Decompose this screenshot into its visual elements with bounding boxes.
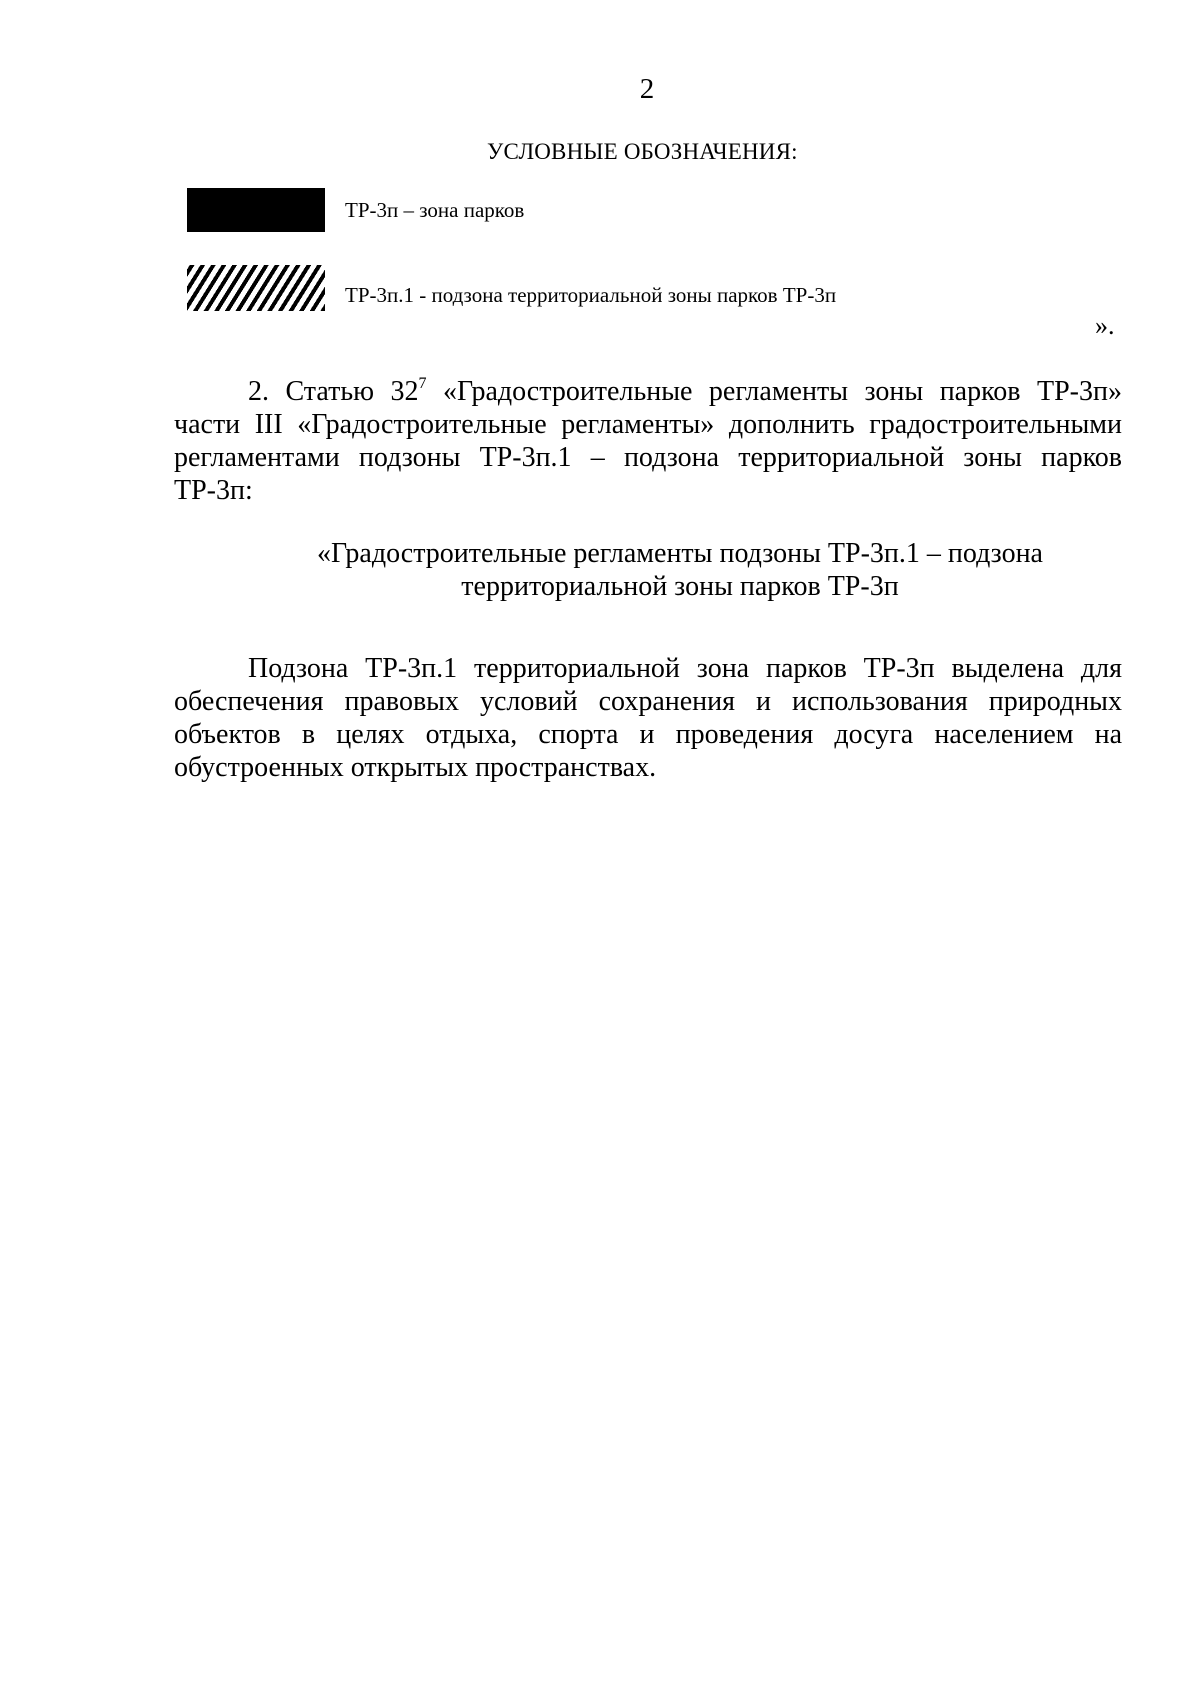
legend-swatch-solid [187, 188, 325, 232]
legend-label-subzone: ТР-3п.1 - подзона территориальной зоны парков ТР-3п [345, 283, 837, 307]
page-number: 2 [639, 73, 655, 105]
legend-title: УСЛОВНЫЕ ОБОЗНАЧЕНИЯ: [487, 139, 798, 164]
section-subheading [250, 537, 1110, 603]
subheading-line-1: «Градостроительные регламенты подзоны ТР-3п.1 – подзона [316, 538, 1043, 569]
closing-quote: ». [1095, 311, 1115, 340]
amendment-text-rest: «Градостроительные регламенты зоны парков ТР-3п» части III «Градостроительные регламенты» дополнить градостроительными регламентами подзоны ТР-3п.1 – подзона территориальной зоны парков ТР-3п: [174, 376, 1122, 506]
article-superscript: 7 [418, 375, 427, 392]
legend-swatch-hatched [187, 265, 325, 311]
description-paragraph: Подзона ТР-3п.1 территориальной зона парков ТР-3п выделена для обеспечения правовых условий сохранения и использования природных объектов в целях отдыха, спорта и проведения досуга населением на обустроенных открытых пространствах. [174, 653, 1122, 783]
amendment-paragraph [174, 375, 1122, 507]
legend-label-zone: ТР-3п – зона парков [345, 198, 525, 222]
subheading-line-2: территориальной зоны парков ТР-3п [461, 571, 899, 602]
amendment-text-start: 2. Статью 32 [248, 376, 419, 407]
